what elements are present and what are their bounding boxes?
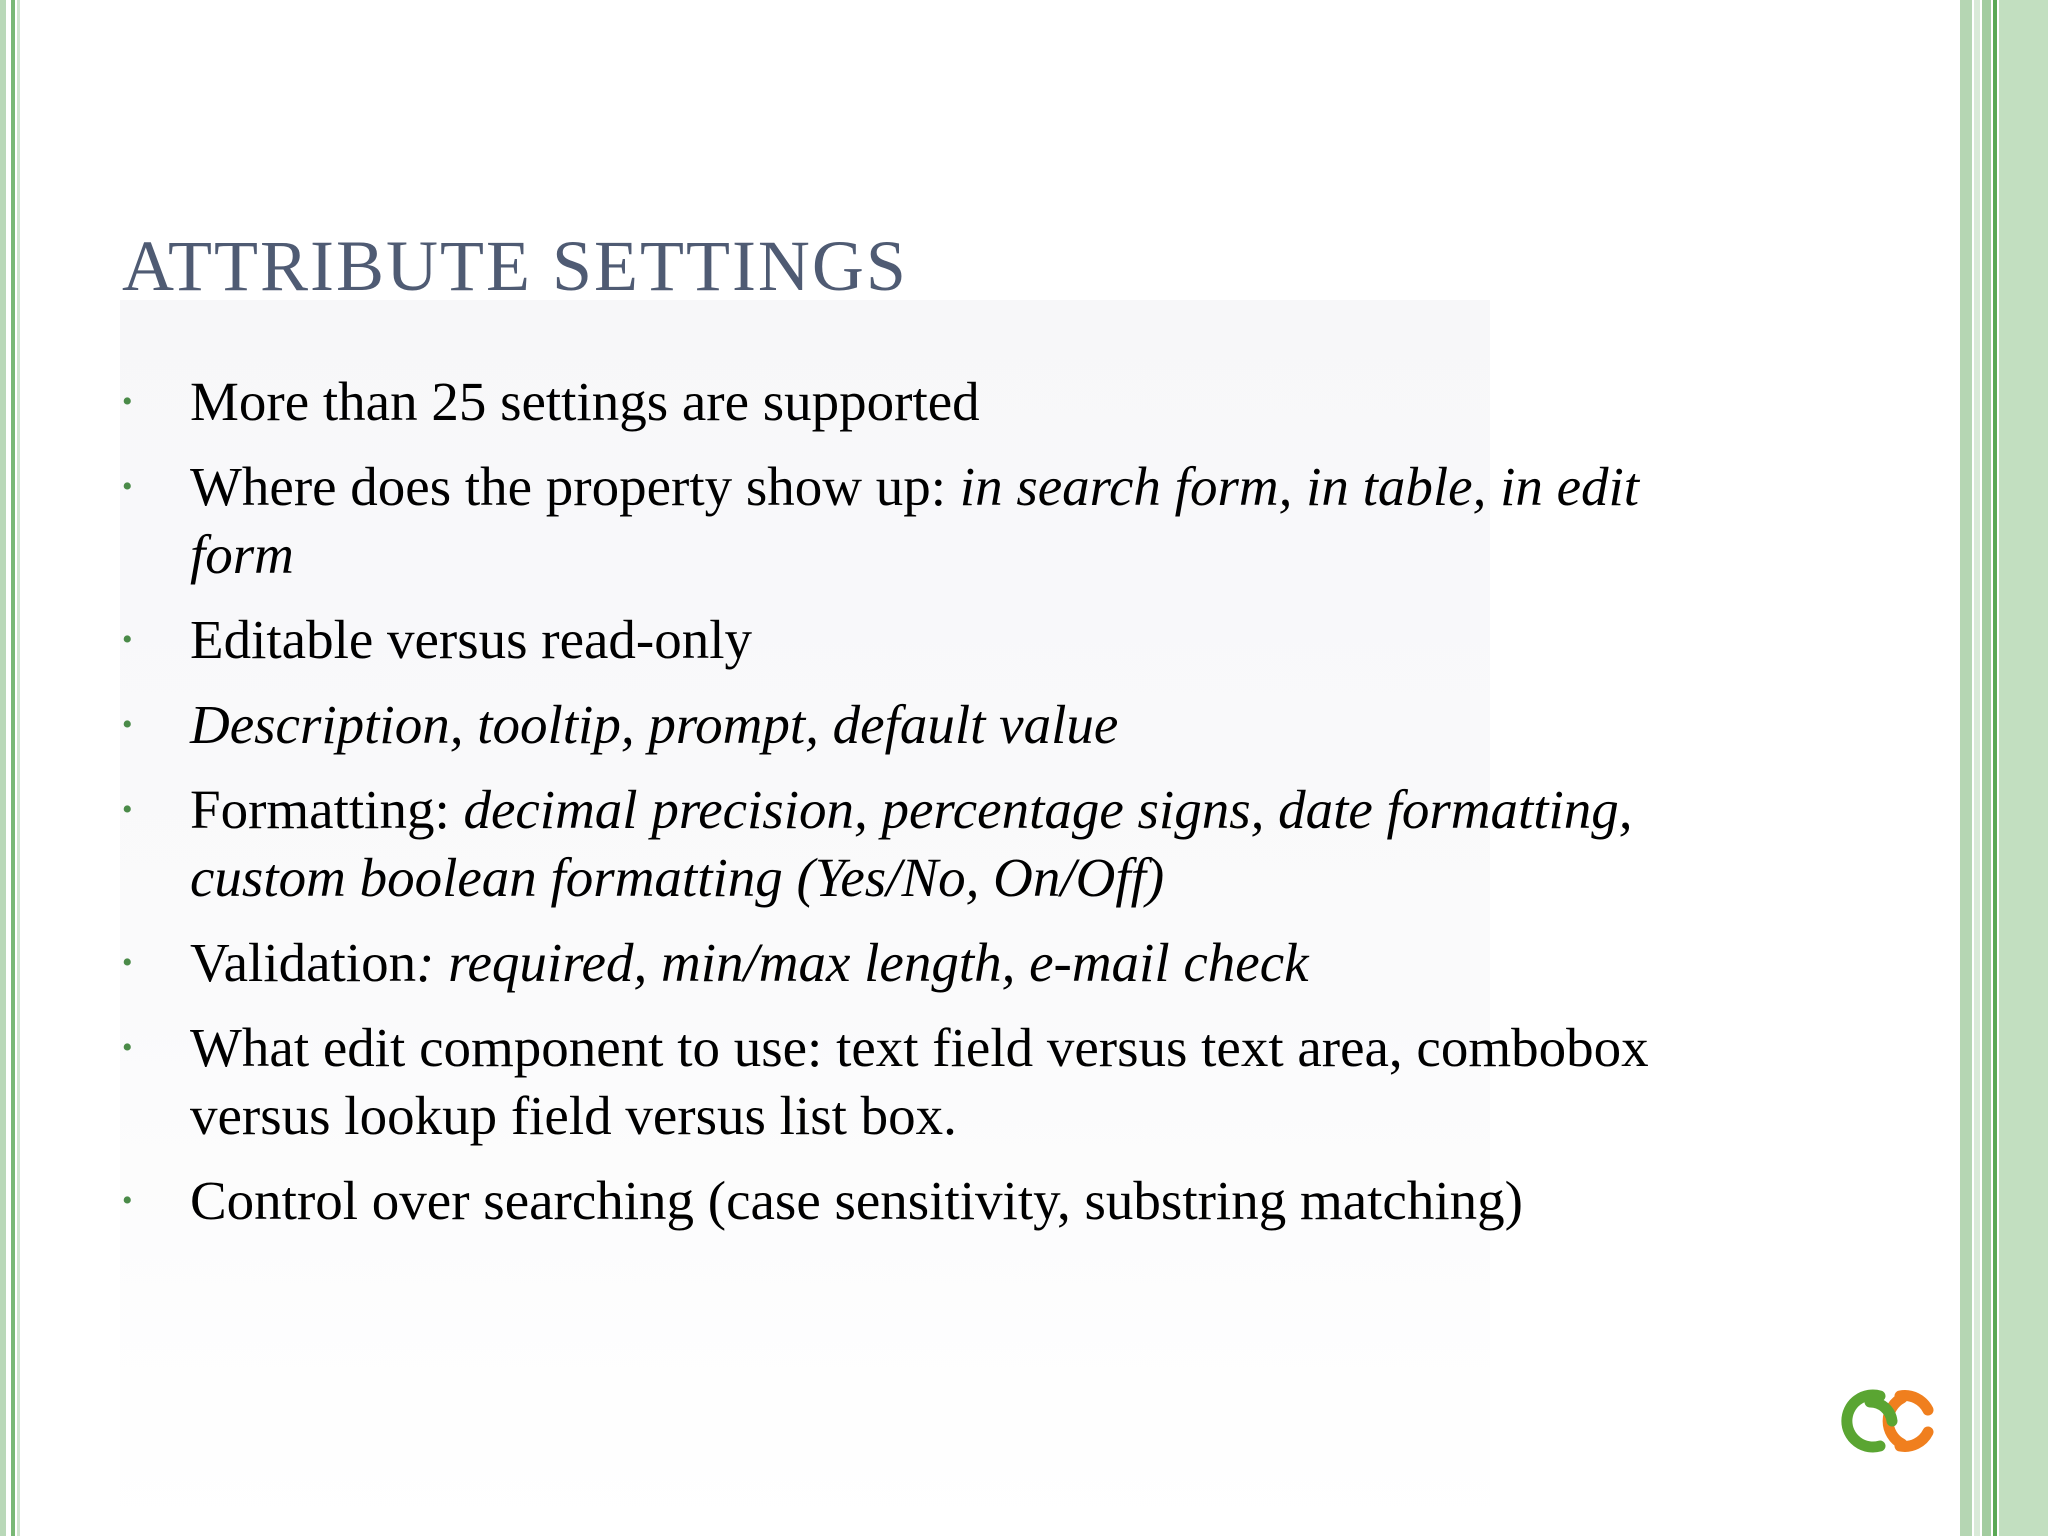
bullet-text-italic: : required, min/max length, e-mail check <box>416 932 1309 993</box>
bullet-item <box>0 929 1750 997</box>
bullet-item <box>0 691 1750 759</box>
bullet-list <box>0 368 1880 1252</box>
bullet-text-italic: in search form, in table, in edit form <box>190 456 1640 585</box>
right-border-stripe <box>1982 0 1991 1536</box>
bullet-dot-icon: • <box>122 623 133 656</box>
bullet-dot-icon: • <box>122 470 133 503</box>
right-border-stripe <box>1960 0 1972 1536</box>
bullet-item <box>0 776 1750 912</box>
bullet-text: What edit component to use: text field versus text area, combobox versus lookup field versus list box. <box>190 1017 1649 1146</box>
bullet-dot-icon: • <box>122 1184 133 1217</box>
bullet-item <box>0 606 1750 674</box>
bullet-item <box>0 1014 1750 1150</box>
bullet-text: Validation <box>190 932 417 993</box>
bullet-dot-icon: • <box>122 793 133 826</box>
bullet-dot-icon: • <box>122 385 133 418</box>
bullet-text: Control over searching (case sensitivity, substring matching) <box>190 1170 1523 1231</box>
right-border-stripe <box>1993 0 1997 1536</box>
bullet-item <box>0 453 1750 589</box>
slide-title: ATTRIBUTE SETTINGS <box>122 226 908 306</box>
bullet-text: Editable versus read-only <box>190 609 753 670</box>
bullet-text: Where does the property show up: <box>190 456 960 517</box>
bullet-dot-icon: • <box>122 946 133 979</box>
bullet-text: More than 25 settings are supported <box>190 371 980 432</box>
bullet-dot-icon: • <box>122 708 133 741</box>
bullet-text-italic: decimal precision, percentage signs, date formatting, custom boolean formatting (Yes/No, On/Off) <box>190 779 1633 908</box>
bullet-item <box>0 1167 1750 1235</box>
bullet-text-italic: Description, tooltip, prompt, default value <box>190 694 1119 755</box>
right-border-stripe <box>1974 0 1980 1536</box>
interlocking-rings-logo-icon <box>1840 1388 1940 1454</box>
bullet-item <box>0 368 1750 436</box>
right-border-stripe <box>1999 0 2048 1536</box>
bullet-dot-icon: • <box>122 1031 133 1064</box>
bullet-text: Formatting: <box>190 779 464 840</box>
